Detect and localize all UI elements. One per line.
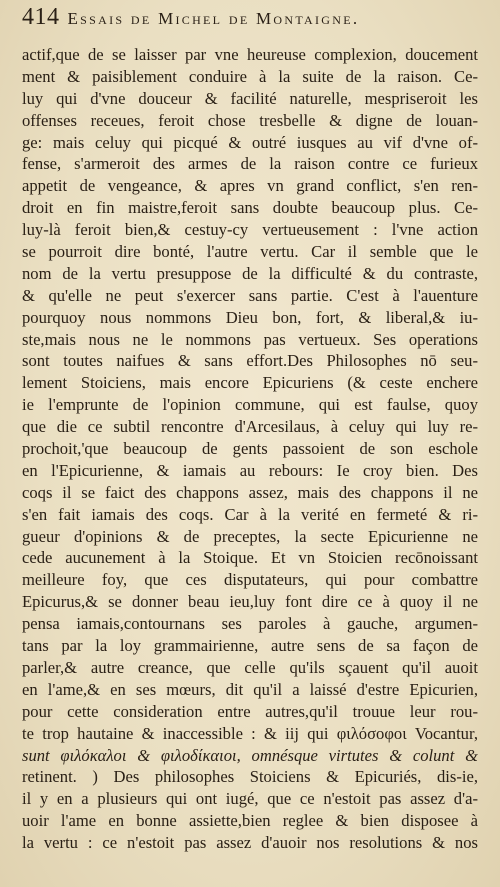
- text-line: sunt φιλόκαλοι & φιλοδίκαιοι, omnésque virtutes & colunt &: [22, 745, 478, 765]
- text-line: coqs il se faict des chappons assez, mais des chappons il ne: [22, 482, 478, 502]
- running-head: Essais de Michel de Montaigne.: [67, 9, 360, 28]
- text-line: cede aucunement à la Stoique. Et vn Stoicien recōnoissant: [22, 548, 478, 568]
- page-header: [22, 4, 478, 42]
- body-text: [22, 44, 478, 854]
- text-line: & qu'elle ne peut s'exercer sans partie. C'est à l'auenture: [22, 285, 478, 305]
- text-line: ge: mais celuy qui picqué & outré iusques au vif d'vne of-: [22, 132, 478, 152]
- text-line: pensa iamais,contournans ses paroles à gauche, argumen-: [22, 614, 478, 634]
- text-line: ment & paisiblement conduire à la suite de la raison. Ce-: [22, 66, 478, 86]
- text-line: ie l'emprunte de l'opinion commune, qui est faulse, quoy: [22, 395, 478, 415]
- text-line: appetit de vengeance, & apres vn grand conflict, s'en ren-: [22, 176, 478, 196]
- text-line: pourquoy nous nommons Dieu bon, fort, & liberal,& iu-: [22, 307, 478, 327]
- text-line: uoir l'ame en bonne assiette,bien reglee & bien disposee à: [22, 811, 478, 831]
- text-line: actif,que de se laisser par vne heureuse complexion, doucement: [22, 45, 478, 64]
- text-line: ste,mais nous ne le nommons pas vertueux. Ses operations: [22, 329, 478, 349]
- text-line: que die ce subtil rencontre d'Arcesilaus, à celuy qui luy re-: [22, 417, 478, 437]
- text-line: nom de la vertu presuppose de la difficulté & du contraste,: [22, 263, 478, 283]
- text-line: droit en fin maistre,feroit sans doubte beaucoup plus. Ce-: [22, 198, 478, 218]
- text-line: Epicurus,& se donner beau ieu,luy font dire ce à quoy il ne: [22, 592, 478, 612]
- text-line: luy-là feroit bien,& cestuy-cy vertueusement : l'vne action: [22, 220, 478, 240]
- text-line: il y en a plusieurs qui ont iugé, que ce n'estoit pas assez d'a-: [22, 789, 478, 809]
- text-line: meilleure foy, que ces disputateurs, qui pour combattre: [22, 570, 478, 590]
- text-line: fense, s'armeroit des armes de la raison contre ce furieux: [22, 154, 478, 174]
- text-line: sont toutes naifues & sans effort.Des Philosophes nō seu-: [22, 351, 478, 371]
- text-line: se pourroit dire bonté, l'autre vertu. Car il semble que le: [22, 242, 478, 262]
- text-line: pour cette consideration entre autres,qu'il trouue leur rou-: [22, 701, 478, 721]
- text-line: la vertu : ce n'estoit pas assez d'auoir nos resolutions & nos: [22, 833, 478, 853]
- text-line: s'en fait iamais des coqs. Car à la verité en fermeté & ri-: [22, 504, 478, 524]
- text-line: gueur d'opinions & de preceptes, la secte Epicurienne ne: [22, 526, 478, 546]
- page-number: 414: [22, 4, 60, 30]
- text-line: tans par la loy grammairienne, autre sens de sa façon de: [22, 636, 478, 656]
- text-line: luy qui d'vne douceur & facilité naturelle, mespriseroit les: [22, 88, 478, 108]
- text-line: te trop hautaine & inaccessible : & iij qui φιλόσοφοι Vocantur,: [22, 723, 478, 743]
- text-line: en l'ame,& en ses mœurs, dit qu'il a laissé d'estre Epicurien,: [22, 679, 478, 699]
- text-line: parler,& autre creance, que celle qu'ils sçauent qu'il auoit: [22, 657, 478, 677]
- text-line: lement Stoiciens, mais encore Epicuriens (& ceste enchere: [22, 373, 478, 393]
- text-line: en l'Epicurienne, & iamais au rebours: Ie croy bien. Des: [22, 460, 478, 480]
- text-line: prochoit,'que beaucoup de gents passoient de son eschole: [22, 439, 478, 459]
- text-line: retinent. ) Des philosophes Stoiciens & Epicuriés, dis-ie,: [22, 767, 478, 787]
- text-line: offenses receues, feroit chose tresbelle & digne de louan-: [22, 110, 478, 130]
